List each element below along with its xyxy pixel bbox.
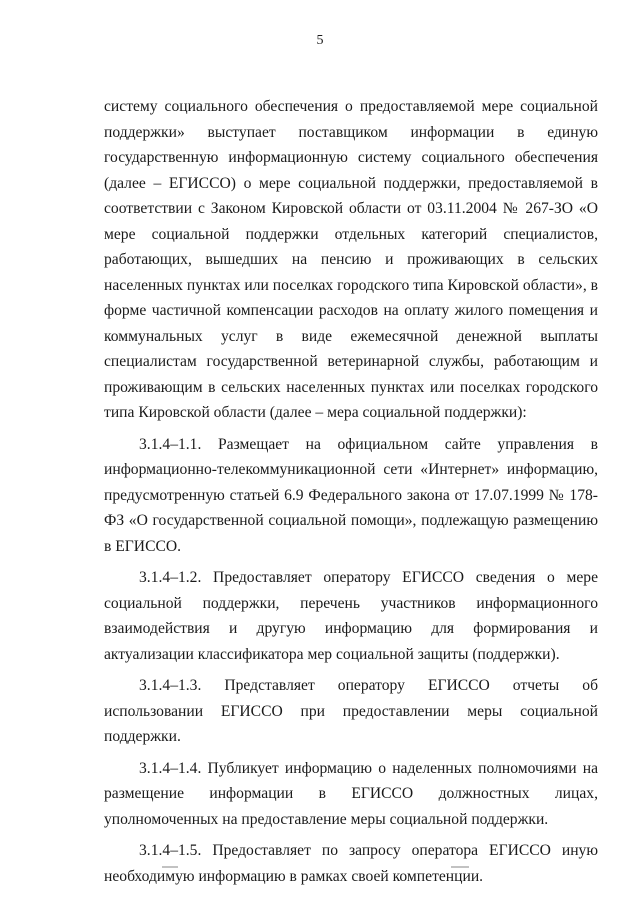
body-text (104, 94, 598, 889)
paragraph-3-1-4-1-4: 3.1.4–1.4. Публикует информацию о наделенных полномочиями на размещение информации в ЕГИССО должностных лицах, уполномоченных на предоставление меры социальной поддержки. (104, 759, 598, 828)
scan-artifact-right (451, 866, 469, 868)
page-number: 5 (316, 33, 324, 48)
paragraph-3-1-4-1-3: 3.1.4–1.3. Представляет оператору ЕГИССО отчеты об использовании ЕГИССО при предоставлении меры социальной поддержки. (104, 677, 598, 745)
paragraph-continuation: систему социального обеспечения о предоставляемой мере социальной поддержки» выступает поставщиком информации в единую государственную информационную систему социального обеспечения (далее – ЕГИССО) о мере социальной поддержки, предоставляемой в соответствии с Законом Кировской области от 03.11.2004 № 267-ЗО «О мере социальной поддержки отдельных категорий специалистов, работающих, вышедших на пенсию и проживающих в сельских населенных пунктах или поселках городского типа Кировской области», в форме частичной компенсации расходов на оплату жилого помещения и коммунальных услуг в виде ежемесячной денежной выплаты специалистам государственной ветеринарной службы, работающим и проживающим в сельских населенных пунктах или поселках городского типа Кировской области (далее – мера социальной поддержки): (104, 98, 598, 421)
scan-artifact-left (162, 866, 178, 868)
paragraph-3-1-4-1-5: 3.1.4–1.5. Предоставляет по запросу оператора ЕГИССО иную необходимую информацию в рамках своей компетенции. (104, 842, 598, 885)
paragraph-3-1-4-1-2: 3.1.4–1.2. Предоставляет оператору ЕГИССО сведения о мере социальной поддержки, перечень участников информационного взаимодействия и другую информацию для формирования и актуализации классификатора мер социальной защиты (поддержки). (104, 569, 598, 663)
paragraph-3-1-4-1-1: 3.1.4–1.1. Размещает на официальном сайте управления в информационно-телекоммуникационной сети «Интернет» информацию, предусмотренную статьей 6.9 Федерального закона от 17.07.1999 № 178-ФЗ «О государственной социальной помощи», подлежащую размещению в ЕГИССО. (104, 435, 598, 555)
